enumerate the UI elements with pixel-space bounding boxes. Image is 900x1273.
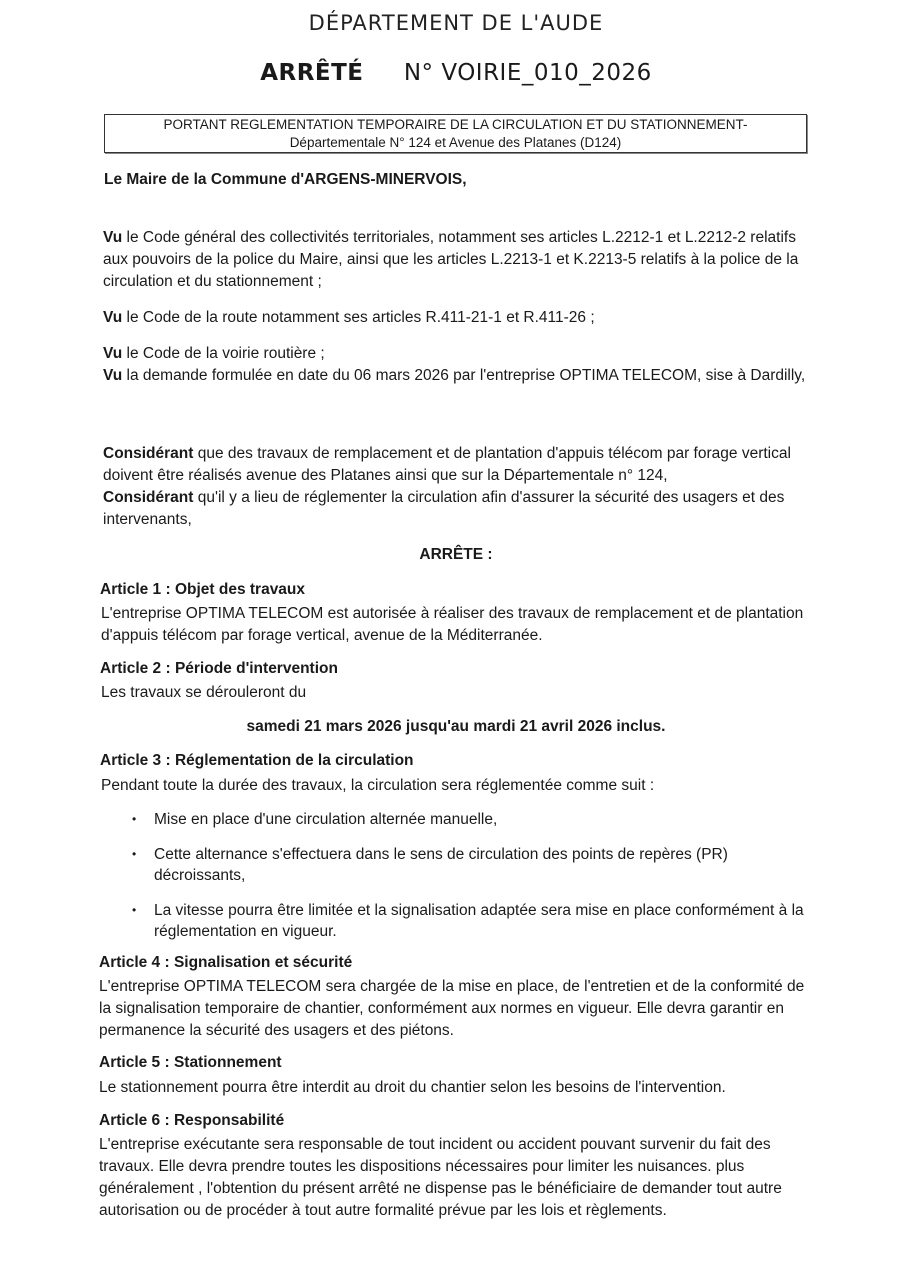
- subject-line-2: Départementale N° 124 et Avenue des Platanes (D124): [289, 135, 622, 150]
- considerant-text-1: que des travaux de remplacement et de plantation d'appuis télécom par forage vertical doivent être réalisés avenue des Platanes ainsi que sur la Départementale n° 124,: [103, 445, 791, 484]
- article-4-text: L'entreprise OPTIMA TELECOM sera chargée de la mise en place, de l'entretien et de la conformité de la signalisation temporaire de chantier, conformément aux normes en vigueur. Elle devra garantir en permanence la sécurité des usagers et des piétons.: [99, 978, 805, 1039]
- considerant-word: Considérant: [103, 489, 194, 506]
- article-3-text: Pendant toute la durée des travaux, la circulation sera réglementée comme suit :: [101, 777, 655, 794]
- article-4-title: Article 4 : Signalisation et sécurité: [99, 954, 353, 971]
- bullet-text: La vitesse pourra être limitée et la signalisation adaptée sera mise en place conformément à la réglementation en vigueur.: [154, 902, 804, 940]
- article-2-title: Article 2 : Période d'intervention: [100, 660, 338, 677]
- subject-line-1: PORTANT REGLEMENTATION TEMPORAIRE DE LA CIRCULATION ET DU STATIONNEMENT-: [163, 117, 748, 132]
- list-item: [130, 900, 810, 942]
- arrete-number: N° VOIRIE_010_2026: [403, 60, 652, 86]
- bullet-icon: •: [132, 812, 137, 826]
- vu-word: Vu: [103, 345, 123, 362]
- vu-word: Vu: [103, 229, 123, 246]
- mayor-line: Le Maire de la Commune d'ARGENS-MINERVOIS,: [104, 171, 467, 188]
- bullet-icon: •: [132, 847, 137, 861]
- list-item: [130, 844, 810, 886]
- article-1-title: Article 1 : Objet des travaux: [100, 581, 306, 598]
- vu-paragraph-1: [103, 227, 815, 293]
- vu-word: Vu: [103, 367, 123, 384]
- bullet-text: Mise en place d'une circulation alternée manuelle,: [154, 811, 498, 828]
- considerant-word: Considérant: [103, 445, 194, 462]
- article-5-text: Le stationnement pourra être interdit au droit du chantier selon les besoins de l'intervention.: [99, 1079, 726, 1096]
- bullet-text: Cette alternance s'effectuera dans le sens de circulation des points de repères (PR) décroissants,: [154, 846, 728, 884]
- vu-text-2: le Code de la route notamment ses articles R.411-21-1 et R.411-26 ;: [122, 309, 595, 326]
- vu-text-3: le Code de la voirie routière ;: [122, 345, 325, 362]
- vu-word: Vu: [103, 309, 123, 326]
- article-1-text: L'entreprise OPTIMA TELECOM est autorisée à réaliser des travaux de remplacement et de plantation d'appuis télécom par forage vertical, avenue de la Méditerranée.: [101, 605, 804, 644]
- arrete-heading: [0, 60, 900, 86]
- vu-paragraph-2: [103, 307, 815, 329]
- article-5-title: Article 5 : Stationnement: [99, 1054, 282, 1071]
- department-title: DÉPARTEMENT DE L'AUDE: [308, 11, 604, 35]
- subject-box: [104, 114, 807, 153]
- arrete-word: ARRÊTÉ: [260, 60, 364, 86]
- considerant-paragraph: [103, 443, 815, 531]
- article-2-text: Les travaux se dérouleront du: [101, 684, 307, 701]
- article-6-title: Article 6 : Responsabilité: [99, 1112, 285, 1129]
- article-3-bullet-list: [130, 809, 810, 942]
- list-item: [130, 809, 810, 830]
- considerant-text-2: qu'il y a lieu de réglementer la circulation afin d'assurer la sécurité des usagers et des intervenants,: [103, 489, 785, 528]
- article-3-title: Article 3 : Réglementation de la circulation: [100, 752, 414, 769]
- article-6-text: L'entreprise exécutante sera responsable de tout incident ou accident pouvant survenir du fait des travaux. Elle devra prendre toutes les dispositions nécessaires pour limiter les nuisances. plus généralement , l'obtention du présent arrêté ne dispense pas le bénéficiaire de demander tout autre autorisation ou de procéder à tout autre formalité prévue par les lois et règlements.: [99, 1136, 782, 1219]
- vu-text-4: la demande formulée en date du 06 mars 2026 par l'entreprise OPTIMA TELECOM, sise à Dardilly,: [122, 367, 806, 384]
- vu-paragraph-3: [103, 343, 815, 387]
- article-2-dates: samedi 21 mars 2026 jusqu'au mardi 21 avril 2026 inclus.: [246, 718, 666, 735]
- arrete-section-heading: ARRÊTE :: [419, 546, 493, 563]
- vu-text-1: le Code général des collectivités territoriales, notamment ses articles L.2212-1 et L.2212-2 relatifs aux pouvoirs de la police du Maire, ainsi que les articles L.2213-1 et K.2213-5 relatifs à la police de la circulation et du stationnement ;: [103, 229, 799, 290]
- bullet-icon: •: [132, 903, 137, 917]
